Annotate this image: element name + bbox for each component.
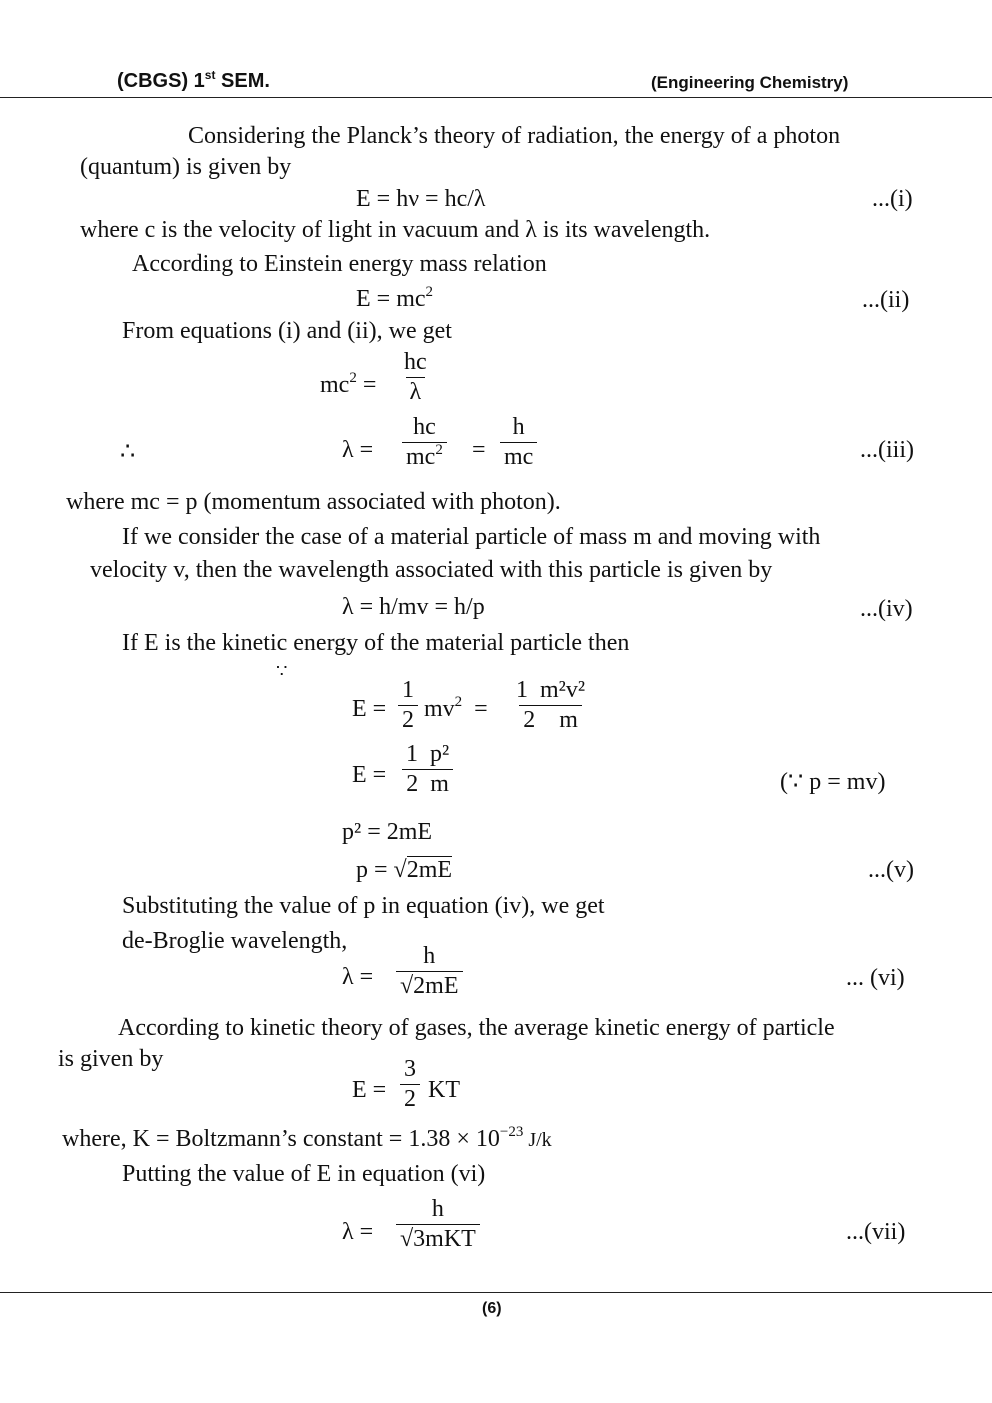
fraction: $\frac{hc}{\lambda}$ [404,349,427,406]
equation-term: KT [428,1077,460,1103]
equation-lhs: E = [352,696,387,722]
paragraph: velocity v, then the wavelength associated with this particle is given by [90,557,773,583]
paragraph: Substituting the value of p in equation (iv), we get [122,893,605,919]
paragraph: (quantum) is given by [80,154,292,180]
paragraph: Putting the value of E in equation (vi) [122,1161,486,1187]
equation-lhs: λ = [342,1219,374,1245]
equation-tag: ...(vii) [846,1219,906,1245]
paragraph: where mc = p (momentum associated with photon). [66,489,561,515]
equation-lhs: E = [352,1077,387,1103]
equation-lhs: $mc^2$ = [320,370,377,398]
equation-tag: ...(iii) [860,437,914,463]
paragraph: According to kinetic theory of gases, the average kinetic energy of particle [118,1015,835,1041]
paragraph: From equations (i) and (ii), we get [122,318,452,344]
equation-lhs: λ = [342,437,374,463]
equation-i: E = hν = hc/λ [356,186,486,212]
paragraph: According to Einstein energy mass relation [132,251,547,277]
equation-iv: λ = h/mv = h/p [342,594,485,620]
equals: = [472,437,486,463]
footer-rule [0,1292,992,1293]
equation-tag: ... (vi) [846,965,905,991]
equation: p² = 2mE [342,819,433,845]
fraction: $\frac{hc}{mc^2}$ [402,415,447,470]
equation-tag: ...(v) [868,857,914,883]
equation-v: p = √2mE [356,857,453,883]
paragraph: de-Broglie wavelength, [122,928,348,954]
paragraph: where, K = Boltzmann’s constant = $1.38 \times 10^{-23}$ J/k [62,1124,552,1152]
because-symbol: ∵ [276,661,288,681]
paragraph: If E is the kinetic energy of the material particle then [122,630,630,656]
header-rule [0,97,992,98]
fraction: $\frac{3}{2}$ [400,1057,420,1112]
equation-tag: (∵ p = mv) [780,769,886,795]
fraction: h √3mKT [396,1197,480,1252]
therefore-symbol: ∴ [120,439,136,465]
paragraph: Considering the Planck’s theory of radiation, the energy of a photon [188,123,841,149]
fraction: $\frac{\text{1 m²v²}}{2 m}$ [516,677,586,734]
equation-tag: ...(i) [872,186,913,212]
fraction: $\frac{1}{2}$ [398,678,418,733]
equation-lhs: E = [352,762,387,788]
header-course: (CBGS) 1st SEM. [117,68,270,92]
fraction: $\frac{\text{1 p²}}{2 m}$ [402,742,453,797]
fraction: $\frac{h}{√2mE}$ [396,944,463,999]
fraction: $\frac{h}{mc}$ [500,415,537,470]
page-number: (6) [482,1300,502,1317]
equation-ii: $E = mc^2$ [356,284,434,312]
paragraph: is given by [58,1046,164,1072]
equation-tag: ...(ii) [862,287,910,313]
equation-term: $mv^2$ = [424,694,488,722]
equation-tag: ...(iv) [860,596,913,622]
header-subject: (Engineering Chemistry) [651,73,849,92]
equation-lhs: λ = [342,964,374,990]
paragraph: If we consider the case of a material particle of mass m and moving with [122,524,821,550]
paragraph: where c is the velocity of light in vacuum and λ is its wavelength. [80,217,711,243]
